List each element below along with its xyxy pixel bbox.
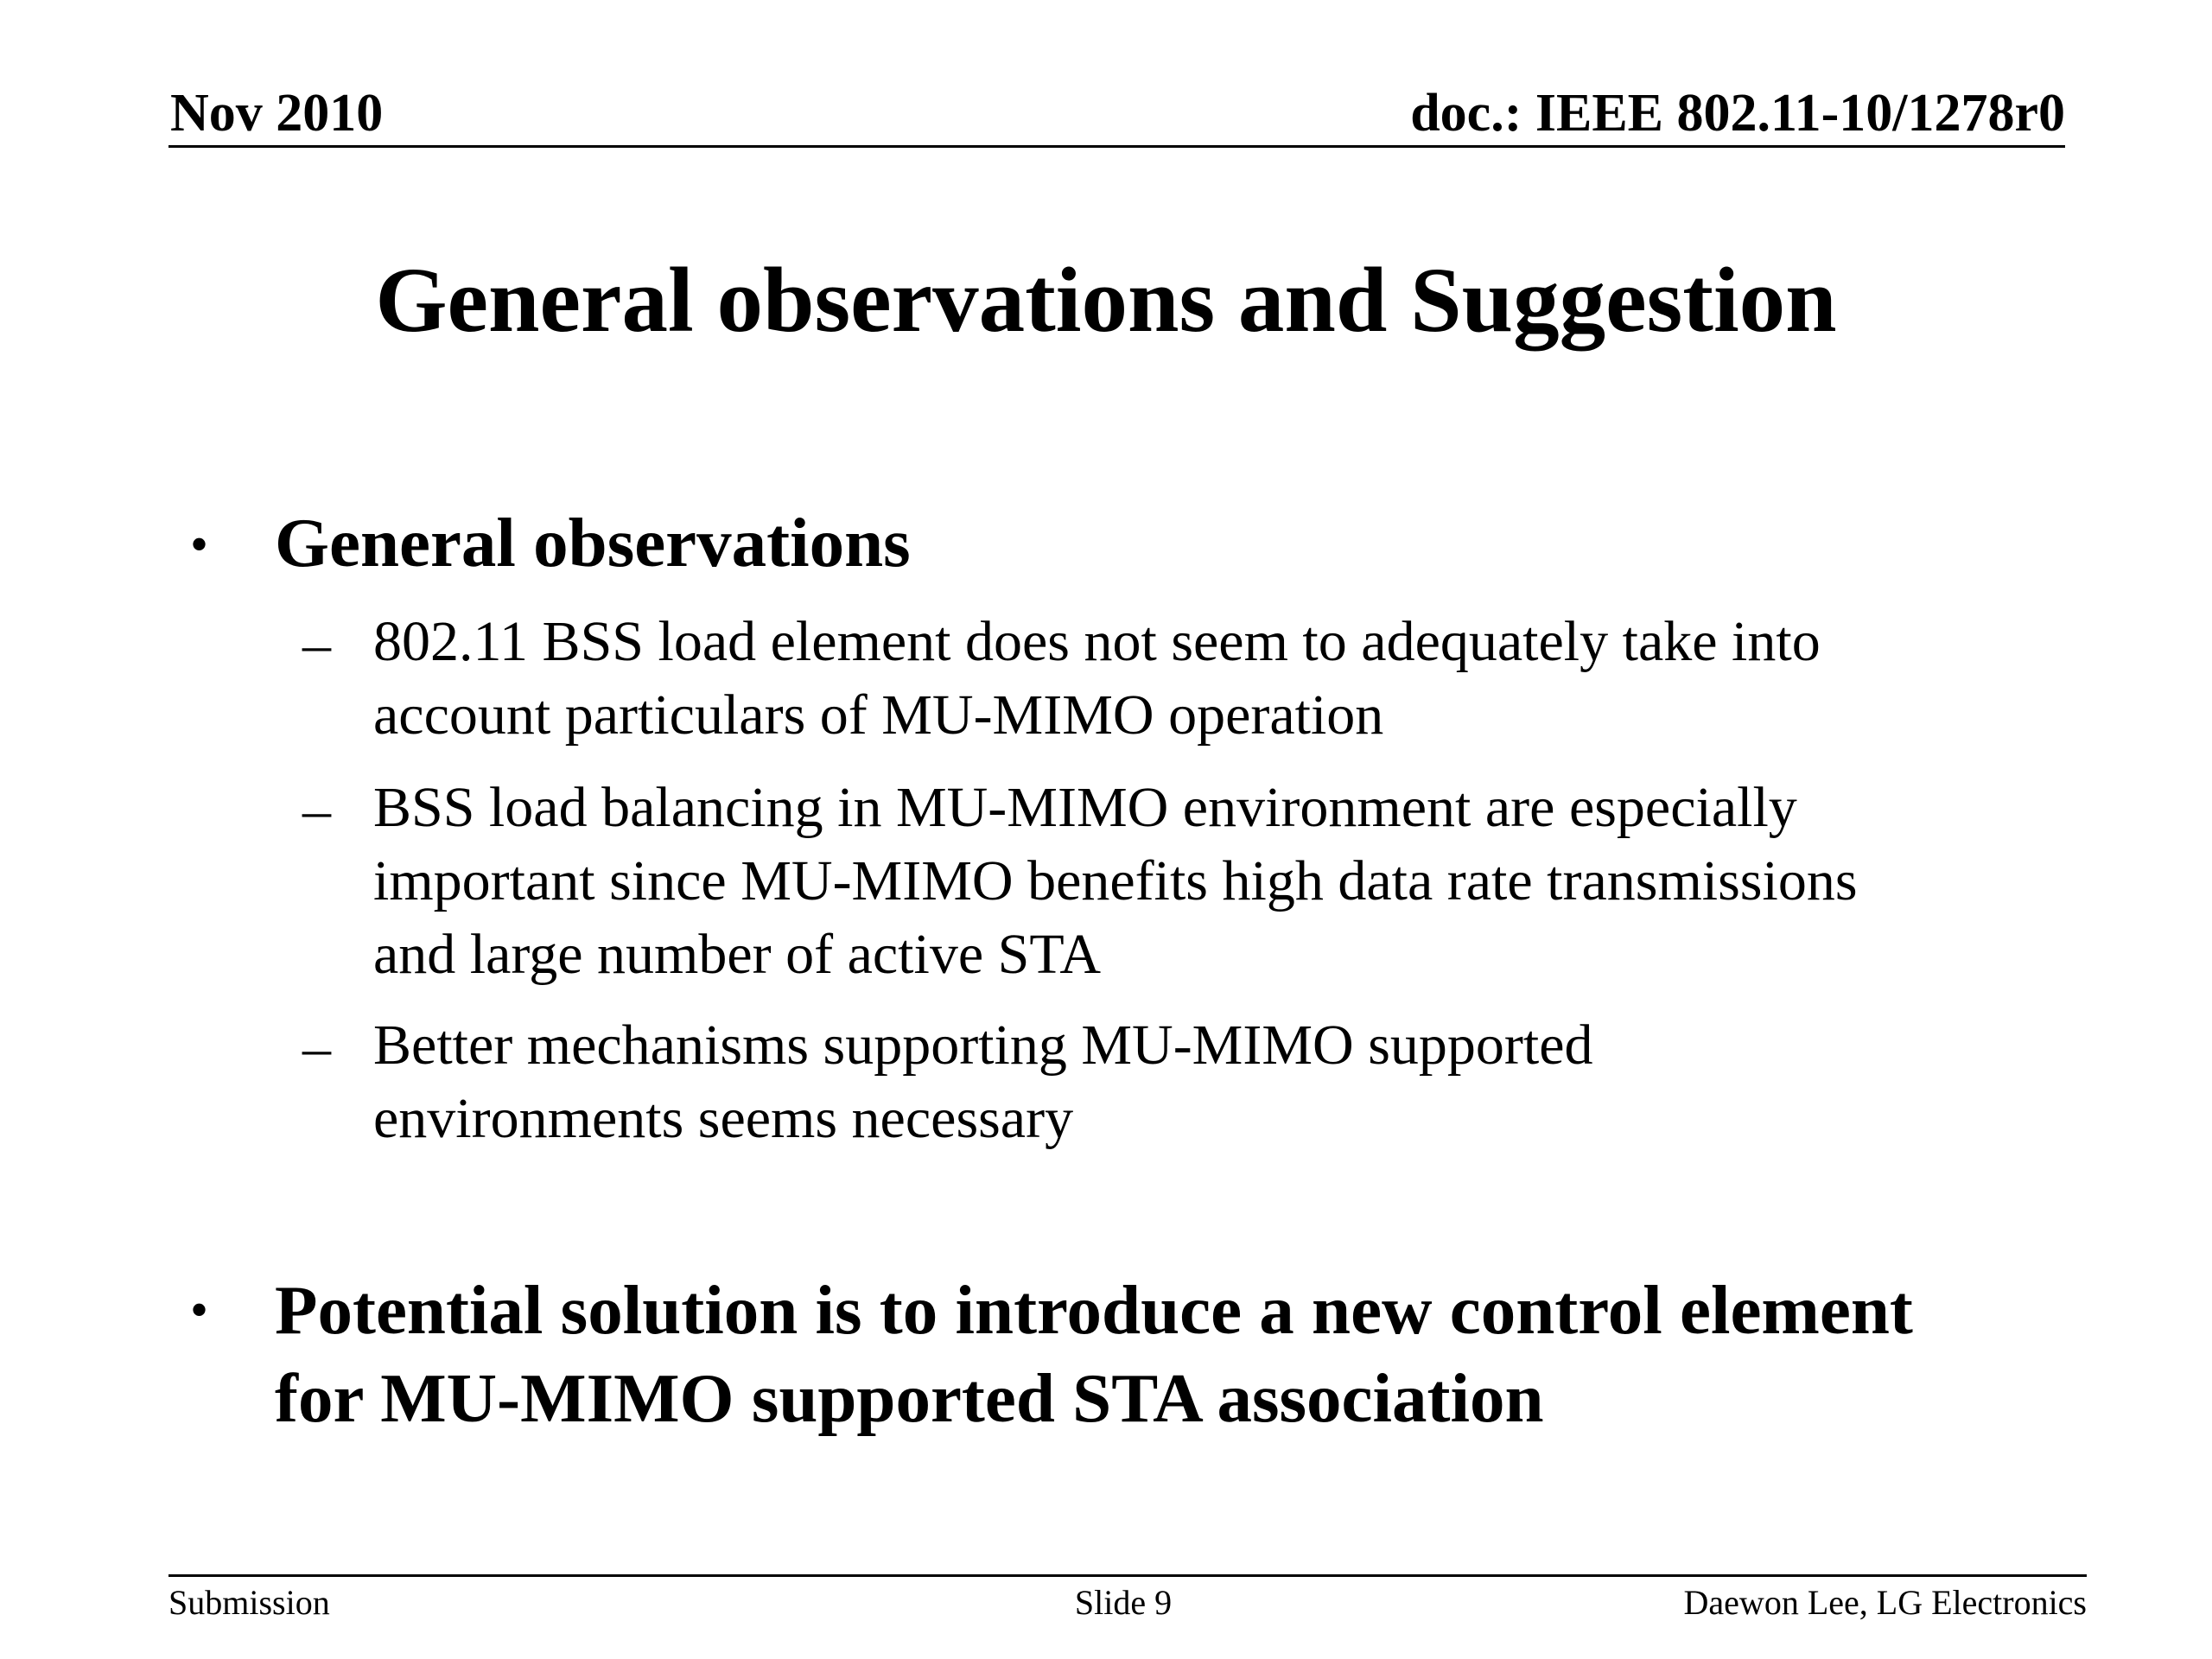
- bullet-heading-general-observations: General observations: [275, 504, 911, 582]
- bullet-heading-potential-solution: [275, 1266, 1913, 1442]
- footer-slide-number: Slide 9: [1074, 1583, 1173, 1622]
- subitem-line: 802.11 BSS load element does not seem to adequately take into: [373, 610, 1821, 673]
- dash-marker: –: [302, 613, 331, 676]
- subitem-line: environments seems necessary: [373, 1087, 1074, 1150]
- footer-submission: Submission: [168, 1583, 330, 1622]
- footer-divider: [168, 1574, 2087, 1577]
- subitem-line: account particulars of MU-MIMO operation: [373, 683, 1384, 747]
- subitem-line: and large number of active STA: [373, 923, 1102, 986]
- bullet-marker: •: [190, 1281, 209, 1338]
- bullet-heading-line: for MU-MIMO supported STA association: [275, 1359, 1544, 1437]
- subitem-line: Better mechanisms supporting MU-MIMO supported: [373, 1014, 1593, 1077]
- slide-title: General observations and Suggestion: [375, 250, 1837, 352]
- subitem-bss-load-element: [373, 605, 1821, 752]
- header-doc-id: doc.: IEEE 802.11-10/1278r0: [1410, 84, 2065, 143]
- dash-marker: –: [302, 779, 331, 842]
- bullet-heading-line: Potential solution is to introduce a new control element: [275, 1271, 1913, 1349]
- dash-marker: –: [302, 1016, 331, 1079]
- header-divider: [168, 145, 2065, 148]
- bullet-marker: •: [190, 516, 209, 573]
- header-date: Nov 2010: [170, 84, 384, 143]
- subitem-better-mechanisms: [373, 1008, 1593, 1155]
- footer-author: Daewon Lee, LG Electronics: [1683, 1583, 2087, 1622]
- subitem-load-balancing: [373, 771, 1858, 991]
- subitem-line: BSS load balancing in MU-MIMO environment are especially: [373, 776, 1797, 839]
- subitem-line: important since MU-MIMO benefits high data rate transmissions: [373, 849, 1858, 912]
